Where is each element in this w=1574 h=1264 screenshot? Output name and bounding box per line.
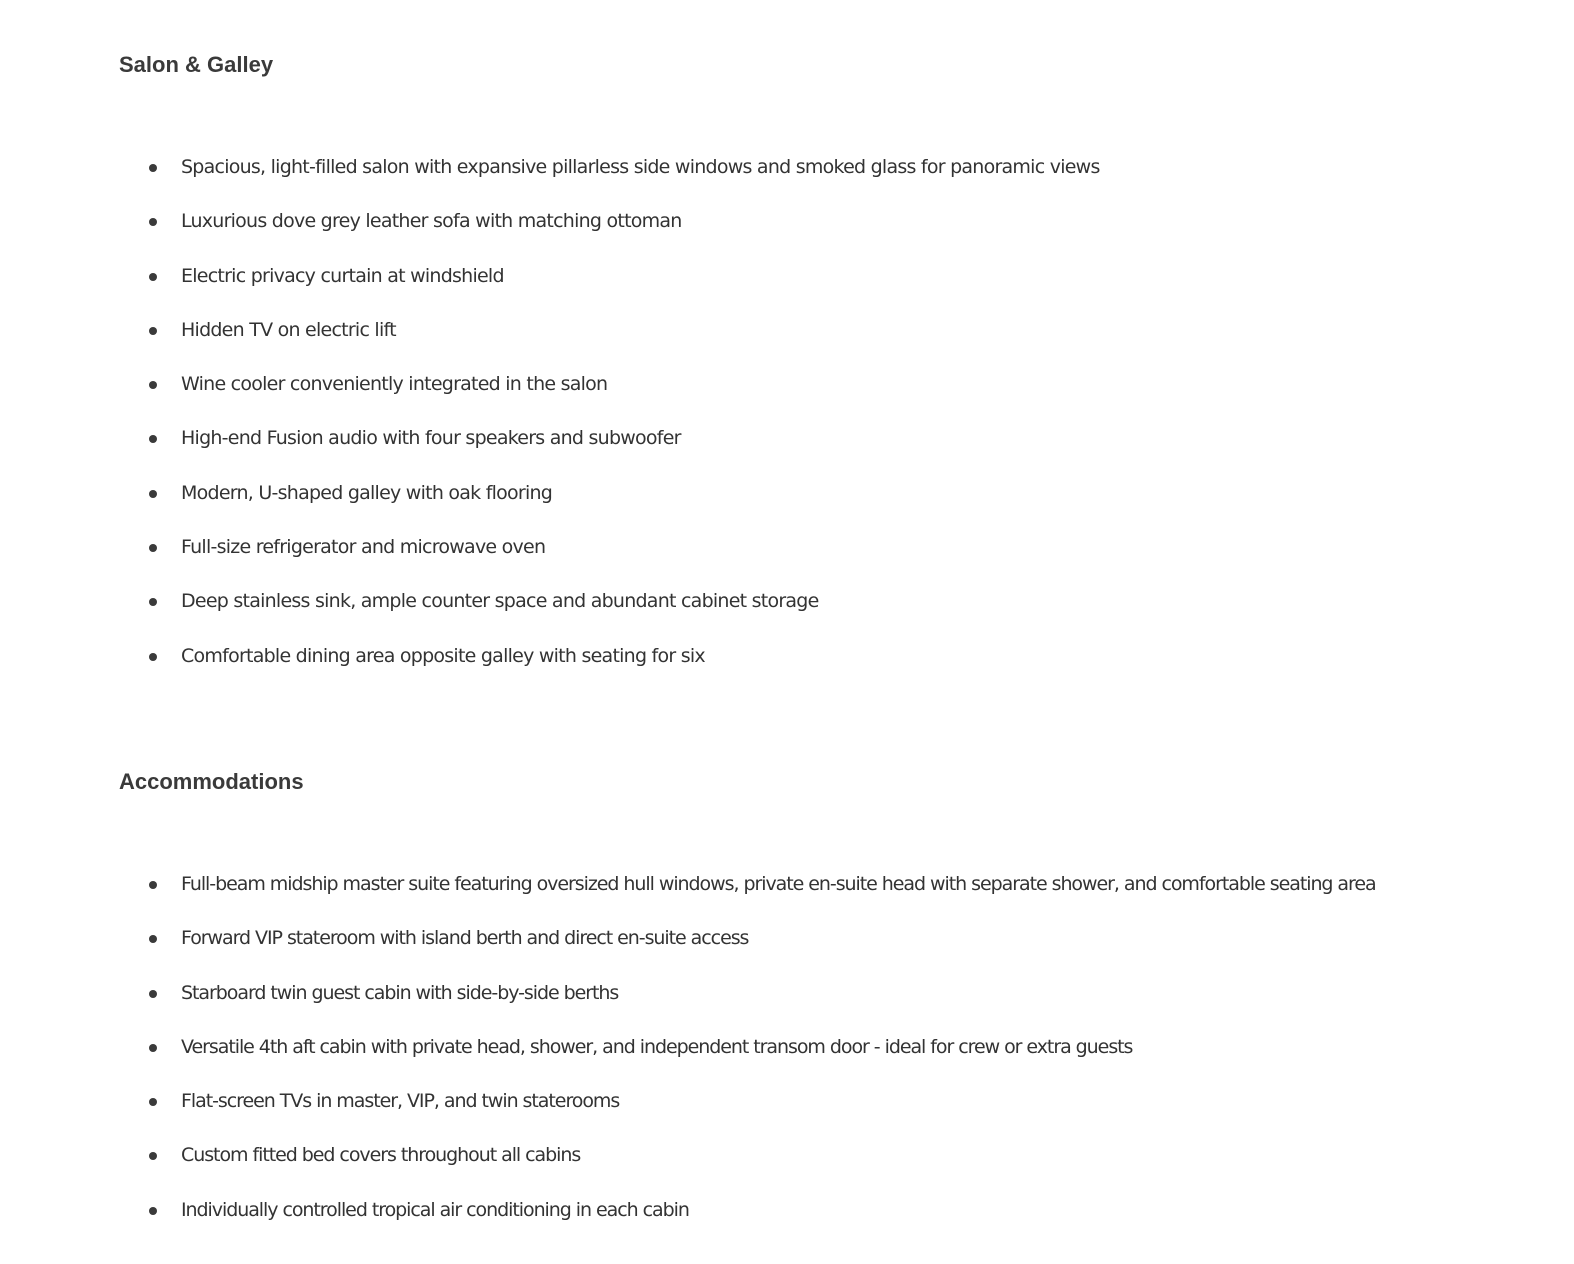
bullet-icon bbox=[149, 1098, 157, 1106]
list-item-text: Starboard twin guest cabin with side-by-side berths bbox=[181, 981, 619, 1004]
bullet-icon bbox=[149, 881, 157, 889]
bullet-icon bbox=[149, 653, 157, 661]
bullet-icon bbox=[149, 327, 157, 335]
list-item-text: Full-size refrigerator and microwave oven bbox=[181, 536, 546, 559]
bullet-icon bbox=[149, 598, 157, 606]
list-item bbox=[0, 1133, 1376, 1187]
list-item-text: Deep stainless sink, ample counter space and abundant cabinet storage bbox=[181, 590, 819, 613]
list-item bbox=[0, 579, 1100, 633]
list-item-text: Custom fitted bed covers throughout all cabins bbox=[181, 1144, 581, 1167]
list-item-text: Full-beam midship master suite featuring oversized hull windows, private en-suite head with separate shower, and comfortable seating area bbox=[181, 873, 1376, 895]
bullet-icon bbox=[149, 273, 157, 281]
list-item bbox=[0, 308, 1100, 362]
bullet-icon bbox=[149, 1044, 157, 1052]
bullet-icon bbox=[149, 381, 157, 389]
list-item-text: Versatile 4th aft cabin with private head, shower, and independent transom door - ideal for crew or extra guests bbox=[181, 1035, 1133, 1058]
feature-list bbox=[0, 145, 1100, 688]
list-item bbox=[0, 1025, 1376, 1079]
list-item bbox=[0, 916, 1376, 970]
list-item-text: High-end Fusion audio with four speakers and subwoofer bbox=[181, 427, 681, 450]
list-item-text: Wine cooler conveniently integrated in the salon bbox=[181, 373, 608, 396]
bullet-icon bbox=[149, 990, 157, 998]
list-item bbox=[0, 254, 1100, 308]
list-item bbox=[0, 862, 1376, 916]
list-item-text: Modern, U-shaped galley with oak flooring bbox=[181, 481, 553, 504]
section-heading: Accommodations bbox=[119, 769, 304, 794]
list-item bbox=[0, 145, 1100, 199]
list-item bbox=[0, 525, 1100, 579]
bullet-icon bbox=[149, 164, 157, 172]
list-item-text: Luxurious dove grey leather sofa with matching ottoman bbox=[181, 210, 682, 233]
list-item-text: Electric privacy curtain at windshield bbox=[181, 264, 504, 287]
list-item-text: Comfortable dining area opposite galley with seating for six bbox=[181, 644, 705, 667]
bullet-icon bbox=[149, 490, 157, 498]
feature-list bbox=[0, 862, 1376, 1242]
list-item-text: Flat-screen TVs in master, VIP, and twin staterooms bbox=[181, 1090, 620, 1113]
list-item bbox=[0, 971, 1376, 1025]
list-item bbox=[0, 1188, 1376, 1242]
bullet-icon bbox=[149, 1207, 157, 1215]
list-item bbox=[0, 416, 1100, 470]
bullet-icon bbox=[149, 1152, 157, 1160]
bullet-icon bbox=[149, 218, 157, 226]
bullet-icon bbox=[149, 544, 157, 552]
list-item bbox=[0, 471, 1100, 525]
list-item-text: Hidden TV on electric lift bbox=[181, 318, 396, 341]
list-item bbox=[0, 199, 1100, 253]
list-item-text: Forward VIP stateroom with island berth and direct en-suite access bbox=[181, 927, 749, 950]
section-heading: Salon & Galley bbox=[119, 52, 274, 77]
bullet-icon bbox=[149, 935, 157, 943]
list-item bbox=[0, 634, 1100, 688]
list-item bbox=[0, 362, 1100, 416]
bullet-icon bbox=[149, 435, 157, 443]
list-item-text: Spacious, light-filled salon with expansive pillarless side windows and smoked glass for panoramic views bbox=[181, 156, 1100, 178]
list-item bbox=[0, 1079, 1376, 1133]
list-item-text: Individually controlled tropical air conditioning in each cabin bbox=[181, 1198, 689, 1221]
